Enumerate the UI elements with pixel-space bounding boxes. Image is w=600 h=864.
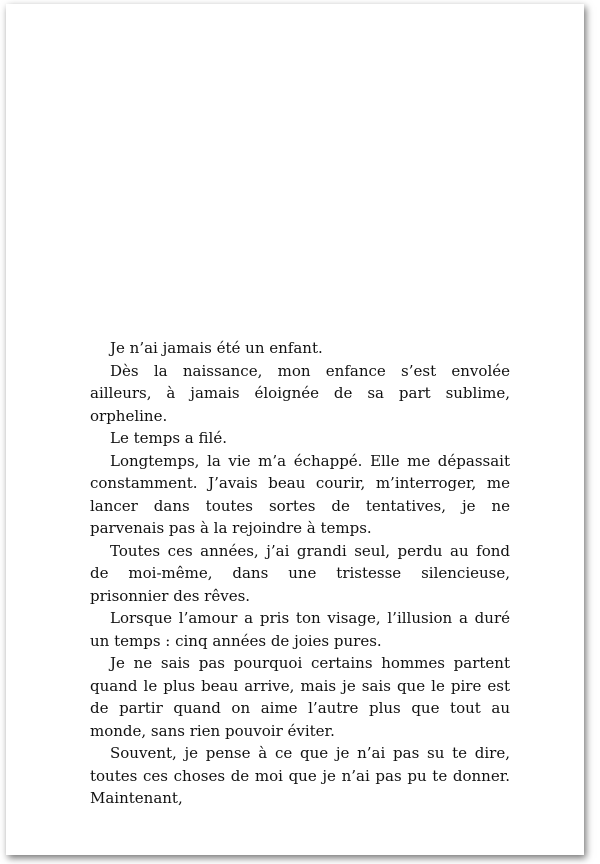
- paragraph: Lorsque l’amour a pris ton visage, l’illusion a duré un temps : cinq années de joies pures.: [90, 609, 510, 650]
- paragraph: Je n’ai jamais été un enfant.: [110, 339, 323, 357]
- book-page: [6, 4, 584, 855]
- paragraph: Dès la naissance, mon enfance s’est envolée ailleurs, à jamais éloignée de sa part sublime, orpheline.: [90, 361, 510, 425]
- paragraph: Souvent, je pense à ce que je n’ai pas su te dire, toutes ces choses de moi que je n’ai pas pu te donner. Maintenant,: [90, 744, 510, 807]
- paragraph: Toutes ces années, j’ai grandi seul, perdu au fond de moi-même, dans une tristesse silencieuse, prisonnier des rêves.: [90, 541, 510, 605]
- paragraph: Le temps a filé.: [110, 429, 227, 447]
- body-text: [90, 337, 510, 810]
- paragraph: Longtemps, la vie m’a échappé. Elle me dépassait constamment. J’avais beau courir, m’interroger, me lancer dans toutes sortes de tentatives, je ne parvenais pas à la rejoindre à temps.: [90, 451, 510, 537]
- paragraph: Je ne sais pas pourquoi certains hommes partent quand le plus beau arrive, mais je sais que le pire est de partir quand on aime l’autre plus que tout au monde, sans rien pouvoir éviter.: [90, 654, 510, 740]
